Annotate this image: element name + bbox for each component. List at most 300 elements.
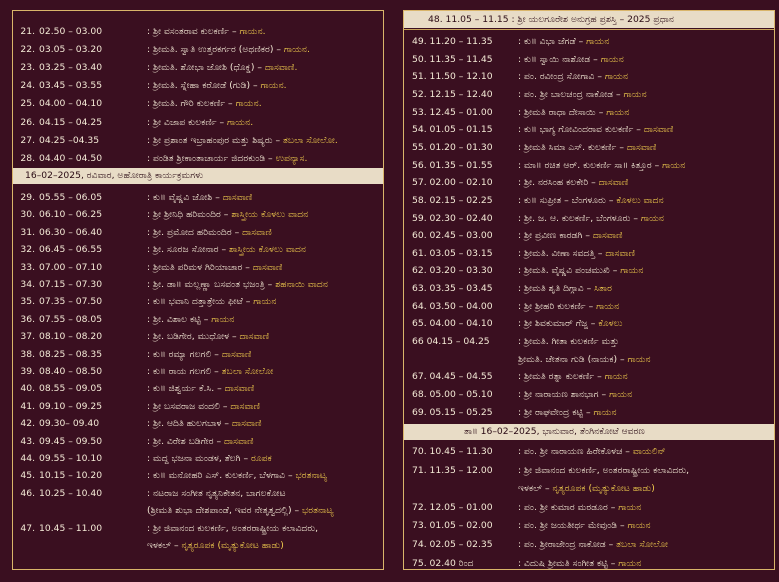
performer-name: : ಕು॥ ರಾಯ ಗಲಗಲಿ – bbox=[147, 366, 222, 377]
row-time: 53. 12.45 – 01.00 bbox=[412, 106, 493, 118]
schedule-row bbox=[404, 555, 774, 572]
performer-name: : ಕು॥ ಭಾಗ್ಯ ಗೋವಿಂದರಾವ ಕುಲಕರ್ಣಿ – bbox=[518, 124, 644, 136]
row-time: 54. 01.05 – 01.15 bbox=[412, 124, 493, 136]
schedule-row bbox=[404, 404, 774, 421]
row-time: 03.25 – 03.40 bbox=[39, 62, 103, 74]
schedule-row bbox=[404, 192, 774, 209]
performance-type: ಕೊಳಲು bbox=[598, 318, 623, 330]
row-time: 67. 04.45 – 04.55 bbox=[412, 371, 493, 383]
performance-type: ಗಾಯನ bbox=[596, 300, 620, 312]
performance-type: ಗಾಯನ bbox=[609, 389, 633, 400]
row-time: 55. 01.20 – 01.30 bbox=[412, 141, 493, 153]
schedule-row bbox=[13, 537, 383, 554]
performance-type: ದಾಸವಾಣಿ bbox=[598, 177, 629, 189]
row-time: 06.10 – 06.25 bbox=[39, 209, 103, 221]
performer-name: : ಶ್ರೀ ರಾಘವೇಂದ್ರ ಕಟ್ಟಿ – bbox=[518, 406, 594, 418]
schedule-row bbox=[404, 139, 774, 156]
row-time: 09.30– 09.40 bbox=[39, 418, 100, 430]
performer-name: : ಶ್ರೀ. ಆದಿತಿ ಹುಲಗಬಾಳ – bbox=[147, 418, 232, 430]
performance-type: ಗಾಯನ bbox=[600, 53, 624, 65]
performer-name: : ಶ್ರೀ ಪ್ರವೀಣ ಕಾರಡಗಿ – bbox=[518, 230, 593, 242]
row-number: 37. bbox=[20, 331, 35, 343]
performer-name: (ಶ್ರೀಮತಿ ಶುಭಾ ದೇಶಪಾಂಡೆ, ಇವರ ನೇತೃತ್ವದಲ್ಲಿ) – bbox=[147, 505, 302, 517]
performer-name: : ಶ್ರೀ ಜಿವಾನಂದ ಕುಲಕರ್ಣಿ, ಅಂತರರಾಷ್ಟ್ರೀಯ ಕಲಾವಿದರು, bbox=[147, 522, 319, 534]
schedule-row bbox=[13, 433, 383, 450]
row-description bbox=[147, 41, 379, 58]
performance-type: ತಬಲಾ ಸೋಲೋ bbox=[616, 539, 668, 550]
row-description bbox=[147, 485, 379, 502]
row-time: 57. 02.00 – 02.10 bbox=[412, 177, 493, 189]
performance-type: ತಬಲಾ ಸೋಲೋ bbox=[221, 366, 274, 377]
performer-name: : ಶ್ರೀಮತಿ. ಗೀತಾ ಕುಲಕರ್ಣಿ ಮತ್ತು bbox=[518, 336, 619, 348]
performance-type: ಗಾಯನ bbox=[640, 212, 665, 224]
row-description bbox=[147, 433, 379, 450]
performance-type: ಗಾಯನ bbox=[627, 520, 651, 532]
row-time: 08.55 – 09.05 bbox=[39, 383, 103, 395]
performance-type: ದಾಸವಾಣಿ bbox=[223, 435, 254, 447]
schedule-row bbox=[404, 480, 774, 497]
row-time: 71. 11.35 – 12.00 bbox=[412, 464, 493, 476]
row-number: 30. bbox=[20, 209, 35, 221]
row-time: 08.25 – 08.35 bbox=[39, 348, 103, 360]
performer-name: : ಕು॥ ರಮ್ಯಾ ಗಲಗಲಿ – bbox=[147, 348, 222, 360]
row-description bbox=[147, 467, 379, 484]
performance-type: ಗಾಯನ. bbox=[235, 98, 262, 110]
performance-type: ಉಪನ್ಯಾಸ. bbox=[275, 152, 308, 164]
row-number: 46. bbox=[20, 487, 35, 499]
row-time: 64. 03.50 – 04.00 bbox=[412, 300, 493, 312]
row-time: 50. 11.35 – 11.45 bbox=[412, 53, 493, 65]
performance-type: ಗಾಯನ bbox=[586, 36, 610, 47]
performance-type: ಶಹನಾಯಿ ವಾದನ bbox=[275, 279, 328, 290]
schedule-row bbox=[13, 259, 383, 276]
left-schedule-panel bbox=[12, 10, 384, 570]
schedule-row bbox=[404, 174, 774, 191]
row-number: 34. bbox=[20, 279, 35, 290]
schedule-row bbox=[13, 346, 383, 363]
performer-name: : ಪಂ. ಶ್ರೀ ಬಾಲಚಂದ್ರ ನಾಕೋಡ – bbox=[518, 88, 624, 100]
schedule-row bbox=[404, 315, 774, 332]
performer-name: : ಶ್ರೀಮತಿ. ಶೋಭಾ ಜೋಶಿ (ಧೊಕ್ಡ) – bbox=[147, 62, 265, 74]
row-time: 72. 12.05 – 01.00 bbox=[412, 501, 493, 513]
row-description bbox=[147, 23, 379, 40]
row-time: 62. 03.20 – 03.30 bbox=[412, 265, 493, 277]
performance-type: ಗಾಯನ bbox=[593, 406, 617, 418]
performance-type: ಗಾಯನ. bbox=[283, 44, 310, 56]
row-time: 03.45 – 03.55 bbox=[39, 80, 103, 92]
row-time: 49. 11.20 – 11.35 bbox=[412, 36, 493, 47]
schedule-row bbox=[404, 333, 774, 350]
performer-name: : ಕು॥ ಜಿಶ್ವರ್ಯ ಕೆ.ಸಿ. – bbox=[147, 383, 225, 395]
performer-name: : ಶ್ರೀ ಬಸವರಾಜ ವಂದಲಿ – bbox=[147, 400, 231, 412]
row-description bbox=[147, 241, 379, 258]
row-time: 75. 02.40 ರಿಂದ bbox=[412, 557, 474, 569]
row-description bbox=[518, 174, 770, 191]
row-time: 04.25 –04.35 bbox=[39, 134, 100, 146]
performer-name: : ಪಂ. ಶ್ರೀ ಕುಮಾರ ಮರಡೂರ – bbox=[518, 501, 619, 513]
row-time: 08.10 – 08.20 bbox=[39, 331, 103, 343]
schedule-row bbox=[13, 206, 383, 223]
performance-type: ದಾಸವಾಣಿ bbox=[643, 124, 674, 136]
performance-type: ಗಾಯನ bbox=[623, 88, 647, 100]
performance-type: ದಾಸವಾಣಿ bbox=[626, 141, 657, 153]
row-number: 23. bbox=[20, 62, 35, 74]
performance-type: ಗಾಯನ bbox=[253, 296, 277, 308]
schedule-row bbox=[13, 520, 383, 537]
row-description bbox=[518, 386, 770, 403]
schedule-row bbox=[404, 86, 774, 103]
row-number: 31. bbox=[20, 226, 35, 238]
row-description bbox=[147, 293, 379, 310]
performer-name: : ಕು॥ ಸುಪ್ರೀತ – ಬೆಂಗಳೂರು – bbox=[518, 194, 617, 206]
row-number: 43. bbox=[20, 435, 35, 447]
schedule-row bbox=[13, 59, 383, 76]
row-description bbox=[518, 555, 770, 572]
performance-type: ಗಾಯನ bbox=[618, 557, 642, 569]
performance-type: ಭರತನಾಟ್ಯ bbox=[301, 505, 334, 517]
performer-name: : ಕು॥ ಸ್ವಾಯಿ ನಾಶೋಡ – bbox=[518, 53, 601, 65]
performer-name: ಇಳಕಲ್ – bbox=[518, 483, 553, 495]
performance-type: ದಾಸವಾಣಿ bbox=[224, 383, 255, 395]
performer-name: : ಶ್ರೀ ಶ್ರೀಹರಿ ಕುಲಕರ್ಣಿ – bbox=[518, 300, 597, 312]
row-time: 07.35 – 07.50 bbox=[39, 296, 103, 308]
performer-name: : ಕು॥ ವಿಭಾ ಜೆಗಡೆ – bbox=[518, 36, 587, 47]
performer-name: : ಮದ್ದ ಭಜನಾ ಮಂಡಳ, ತೆಲಗಿ – bbox=[147, 453, 252, 464]
schedule-row bbox=[404, 245, 774, 262]
performer-name: : ಶ್ರೀಮತಿ. ವೈಷ್ಣವಿ ಪಂಚಮುಖಿ – bbox=[518, 265, 621, 277]
row-description bbox=[518, 536, 770, 553]
row-number: 24. bbox=[20, 80, 35, 92]
row-description bbox=[147, 206, 379, 223]
performance-type: ದಾಸವಾಣಿ bbox=[252, 261, 283, 273]
schedule-row bbox=[404, 298, 774, 315]
row-description bbox=[518, 86, 770, 103]
performance-type: ಗಾಯನ bbox=[627, 353, 651, 365]
performance-type: ಶಾಸ್ತ್ರೀಯ ಕೊಳಲು ವಾದನ bbox=[231, 209, 309, 221]
performer-name: : ಶ್ರೀಮತಿ. ಗೌರಿ ಕುಲಕರ್ಣಿ – bbox=[147, 98, 236, 110]
performance-type: ಗಾಯನ bbox=[606, 106, 630, 118]
row-description bbox=[518, 462, 770, 479]
day-header-bar: 16–02–2025, ರವಿವಾರ, ಅಹೋರಾತ್ರಿ ಕಾರ್ಯಕ್ರಮಗಳು bbox=[13, 168, 383, 184]
performance-type: ನೃತ್ಯರೂಪಕ (ಮೃತ್ಯುಕೋಟ ಹಾಡು) bbox=[552, 483, 655, 495]
row-description bbox=[518, 121, 770, 138]
row-number: 44. bbox=[20, 453, 35, 464]
schedule-row bbox=[13, 224, 383, 241]
schedule-row bbox=[13, 114, 383, 131]
row-description bbox=[147, 346, 379, 363]
schedule-row bbox=[13, 485, 383, 502]
row-time: 06.45 – 06.55 bbox=[39, 244, 103, 256]
row-number: 40. bbox=[20, 383, 35, 395]
performance-type: ದಾಸವಾಣಿ bbox=[222, 192, 253, 203]
performance-type: ದಾಸವಾಣಿ bbox=[239, 331, 270, 343]
schedule-row bbox=[13, 398, 383, 415]
schedule-row bbox=[404, 262, 774, 279]
schedule-row bbox=[13, 23, 383, 40]
row-time: 73. 01.05 – 02.00 bbox=[412, 520, 493, 532]
performer-name: : ಕು॥ ಮನೋಹರಿ ಎಸ್. ಕುಲಕರ್ಣಿ, ಬೆಳಗಾವಿ – bbox=[147, 470, 296, 482]
row-time: 07.15 – 07.30 bbox=[39, 279, 103, 290]
row-time: 63. 03.35 – 03.45 bbox=[412, 283, 493, 295]
row-time: 60. 02.45 – 03.00 bbox=[412, 230, 493, 242]
row-description bbox=[147, 415, 379, 432]
performer-name: : ಪಂ. ಶ್ರೀ ಜಯತೀರ್ಥ ಮೇವುಂಡಿ – bbox=[518, 520, 628, 532]
row-description bbox=[518, 104, 770, 121]
row-time: 51. 11.50 – 12.10 bbox=[412, 71, 493, 83]
row-description bbox=[518, 517, 770, 534]
row-description bbox=[147, 150, 379, 167]
schedule-row bbox=[13, 363, 383, 380]
row-time: 09.10 – 09.25 bbox=[39, 400, 103, 412]
schedule-row bbox=[404, 227, 774, 244]
performer-name: : ಶ್ರೀ. ವಿರೇಶ ಬಡಿಗೇರ – bbox=[147, 435, 224, 447]
schedule-row bbox=[13, 276, 383, 293]
row-time: 04.15 – 04.25 bbox=[39, 116, 103, 128]
schedule-row bbox=[404, 104, 774, 121]
performance-type: ರೂಪಕ bbox=[251, 453, 272, 464]
row-time: 04.40 – 04.50 bbox=[39, 152, 103, 164]
performer-name: ಶ್ರೀಮತಿ. ಚೇತನಾ ಗುಡಿ (ನಾಯಕ) – bbox=[518, 353, 628, 365]
performer-name: : ಶ್ರೀಮತಿ ಪರಿಮಳ ಗಿರಿಯಾಚಾರ – bbox=[147, 261, 253, 273]
row-number: 36. bbox=[20, 313, 35, 325]
schedule-row bbox=[13, 415, 383, 432]
performer-name: : ಶ್ರೀ ವಿಜಾಪ ಕುಲಕರ್ಣಿ – bbox=[147, 116, 228, 128]
performer-name: : ಶ್ರೀ. ಡಾ॥ ಮಲ್ಲಣ್ಣಾ ಬಸವಂತ ಭಜಂತ್ರಿ – bbox=[147, 279, 276, 290]
performance-type: ಗಾಯನ bbox=[604, 371, 628, 383]
divider bbox=[404, 29, 774, 30]
row-description bbox=[518, 139, 770, 156]
row-description bbox=[518, 351, 770, 368]
performer-name: : ಶ್ರೀಮತಿ. ವೀಣಾ ಸವದತ್ತಿ – bbox=[518, 247, 606, 259]
performance-type: ದಾಸವಾಣಿ bbox=[231, 418, 262, 430]
day-header-bar-right: ತಾ॥ 16–02–2025, ಭಾನುವಾರ, ತೆಂಗಿನಕೋಟೆ ಆವರಣ bbox=[404, 424, 774, 440]
row-number: 29. bbox=[20, 192, 35, 203]
performer-name: : ಶ್ರೀಮತಿ ರತ್ನಾ ಕುಲಕರ್ಣಿ – bbox=[518, 371, 605, 383]
performer-name: : ಶ್ರೀ ವಸಂತರಾವ ಕುಲಕರ್ಣಿ – bbox=[147, 26, 240, 37]
row-number: 45. bbox=[20, 470, 35, 482]
performance-type: ದಾಸವಾಣಿ bbox=[230, 400, 261, 412]
row-time: 09.55 – 10.10 bbox=[39, 453, 103, 464]
row-time: 10.45 – 11.00 bbox=[39, 522, 103, 534]
performance-type: ದಾಸವಾಣಿ bbox=[592, 230, 623, 242]
performer-name: : ಪಂ. ಶ್ರೀ ನಾರಾಯಣ ಹಿರೇಕೊಳಚ – bbox=[518, 446, 633, 457]
row-number: 38. bbox=[20, 348, 35, 360]
performer-name: : ಮಾ॥ ರಚಿತ ಆರ್. ಕುಲಕರ್ಣಿ ಸಾ॥ ಕಿತ್ತೂರ – bbox=[518, 159, 663, 171]
schedule-row bbox=[404, 443, 774, 460]
schedule-row bbox=[13, 450, 383, 467]
schedule-row bbox=[13, 77, 383, 94]
row-time: 07.55 – 08.05 bbox=[39, 313, 103, 325]
performance-type: ಗಾಯನ bbox=[620, 265, 644, 277]
schedule-row bbox=[13, 41, 383, 58]
row-description bbox=[518, 499, 770, 516]
performer-name: : ನಟರಾಜ ಸಂಗೀತ ನೃತ್ಯನಿಕೇತನ, ಬಾಗಲಕೋಟ bbox=[147, 487, 286, 499]
row-description bbox=[147, 537, 379, 554]
row-number: 25. bbox=[20, 98, 35, 110]
performance-type: ದಾಸವಾಣಿ bbox=[242, 226, 272, 238]
row-description bbox=[147, 224, 379, 241]
row-time: 07.00 – 07.10 bbox=[39, 261, 103, 273]
schedule-row bbox=[404, 280, 774, 297]
schedule-row bbox=[404, 536, 774, 553]
schedule-row bbox=[404, 386, 774, 403]
performance-type: ಗಾಯನ bbox=[662, 159, 686, 171]
row-time: 69. 05.15 – 05.25 bbox=[412, 406, 493, 418]
row-time: 10.15 – 10.20 bbox=[39, 470, 103, 482]
row-description bbox=[518, 280, 770, 297]
row-number: 27. bbox=[20, 134, 35, 146]
row-description bbox=[147, 77, 379, 94]
row-time: 03.05 – 03.20 bbox=[39, 44, 103, 56]
row-description bbox=[147, 189, 379, 206]
row-description bbox=[518, 404, 770, 421]
row-description bbox=[518, 480, 770, 497]
schedule-row bbox=[404, 68, 774, 85]
performer-name: : ಶ್ರೀ ಜಿವಾನಂದ ಕುಲಕರ್ಣಿ, ಅಂತರರಾಷ್ಟ್ರೀಯ ಕಲಾವಿದರು, bbox=[518, 464, 690, 476]
performer-name: : ಪಂಡಿತ ಶ್ರೀಕಾಂತಾಚಾರ್ಯ ಜಿದರಕುಂಡಿ – bbox=[147, 152, 276, 164]
performance-type: ಸಿತಾರ bbox=[594, 283, 613, 295]
row-time: 59. 02.30 – 02.40 bbox=[412, 212, 493, 224]
performer-name: : ಕು॥ ವೈಷ್ಣವಿ ಜೋಶಿ – bbox=[147, 192, 223, 203]
performance-type: ದಾಸವಾಣಿ. bbox=[264, 62, 298, 74]
row-time: 70. 10.45 – 11.30 bbox=[412, 446, 493, 457]
row-time: 04.00 – 04.10 bbox=[39, 98, 103, 110]
row-description bbox=[518, 210, 770, 227]
row-description bbox=[147, 276, 379, 293]
row-description bbox=[518, 245, 770, 262]
schedule-row bbox=[404, 499, 774, 516]
performance-type: ಗಾಯನ. bbox=[227, 116, 254, 128]
performer-name: : ಶ್ರೀ ನಾರಾಯಣ ಶಾನಭಾಗ – bbox=[518, 389, 610, 400]
row-number: 41. bbox=[20, 400, 35, 412]
performance-type: ದಾಸವಾಣಿ bbox=[221, 348, 252, 360]
performance-type: ನೃತ್ಯರೂಪಕ (ಮೃತ್ಯುಕೋಟ ಹಾಡು) bbox=[181, 540, 284, 551]
row-number: 26. bbox=[20, 116, 35, 128]
row-description bbox=[518, 192, 770, 209]
performer-name: : ಶ್ರೀಮತಿ ಶೃತಿ ದಿಗ್ಗಾವಿ – bbox=[518, 283, 595, 295]
row-description bbox=[518, 68, 770, 85]
performer-name: : ವಿದುಷಿ ಶ್ರೀಮತಿ ಸಂಗೀತ ಕಟ್ಟಿ – bbox=[518, 557, 619, 569]
row-number: 28. bbox=[20, 152, 35, 164]
award-header-bar: 48. 11.05 – 11.15 : ಶ್ರೀ ಯಲಗೂರೇಶ ಅನುಗ್ರಹ ಪ್ರಶಸ್ತಿ – 2025 ಪ್ರಧಾನ bbox=[404, 11, 774, 28]
performer-name: : ಶ್ರೀ. ನರಸಿಂಹ ಕಲಕೇರಿ – bbox=[518, 177, 599, 189]
row-time: 05.55 – 06.05 bbox=[39, 192, 103, 203]
row-description bbox=[147, 398, 379, 415]
row-description bbox=[147, 311, 379, 328]
row-time: 68. 05.00 – 05.10 bbox=[412, 389, 493, 400]
performer-name: : ಶ್ರೀ. ಬಡಿಗೇರ, ಮುಧೋಳ – bbox=[147, 331, 240, 343]
schedule-row bbox=[13, 380, 383, 397]
performance-type: ತಬಲಾ ಸೋಲೋ. bbox=[283, 134, 338, 146]
performance-type: ಭರತನಾಟ್ಯ bbox=[295, 470, 328, 482]
schedule-row bbox=[13, 311, 383, 328]
row-description bbox=[147, 328, 379, 345]
schedule-row bbox=[404, 368, 774, 385]
row-description bbox=[518, 262, 770, 279]
schedule-row bbox=[404, 462, 774, 479]
right-schedule-panel bbox=[403, 10, 775, 570]
performer-name: : ಶ್ರೀಮತಿ. ಸ್ವಾತಿ ಉತ್ತರಕರ್ಗರ (ಅಥಣಿಕರ) – bbox=[147, 44, 284, 56]
performance-type: ದಾಸವಾಣಿ bbox=[605, 247, 636, 259]
performance-type: ಗಾಯನ bbox=[211, 313, 235, 325]
schedule-row bbox=[404, 517, 774, 534]
row-time: 65. 04.00 – 04.10 bbox=[412, 318, 493, 330]
row-description bbox=[518, 333, 770, 350]
schedule-row bbox=[13, 328, 383, 345]
performer-name: : ಶ್ರೀ ಪ್ರಶಾಂತ ಇಬ್ರಾಹಂಪುರ ಮತ್ತು ಶಿಷ್ಯರು – bbox=[147, 134, 284, 146]
performer-name: : ಶ್ರೀ. ಪ್ರಮೋದ ಹರಿಮಂದಿರ – bbox=[147, 226, 243, 238]
schedule-row bbox=[404, 51, 774, 68]
row-description bbox=[147, 502, 379, 519]
performer-name: : ಕು॥ ಭವಾನಿ ದತ್ತಾತ್ರೇಯ ಫೀಟೆ – bbox=[147, 296, 254, 308]
row-time: 06.30 – 06.40 bbox=[39, 226, 103, 238]
row-number: 22. bbox=[20, 44, 35, 56]
schedule-row bbox=[13, 467, 383, 484]
row-description bbox=[518, 298, 770, 315]
performer-name: ಇಳಕಲ್ – bbox=[147, 540, 182, 551]
row-time: 56. 01.35 – 01.55 bbox=[412, 159, 493, 171]
schedule-row bbox=[404, 210, 774, 227]
row-description bbox=[518, 443, 770, 460]
schedule-row bbox=[404, 157, 774, 174]
performer-name: : ಪಂ. ರವೀಂದ್ರ ಸೋಗಾವಿ – bbox=[518, 71, 605, 83]
row-time: 10.25 – 10.40 bbox=[39, 487, 103, 499]
row-description bbox=[147, 59, 379, 76]
row-number: 33. bbox=[20, 261, 35, 273]
performer-name: : ಶ್ರೀ. ಸೂರಜ ಸೋನಾರ – bbox=[147, 244, 230, 256]
performer-name: : ಶ್ರೀ ಶಿವಕುಮಾರ್ ಗೆಜ್ಜ – bbox=[518, 318, 599, 330]
schedule-row bbox=[404, 121, 774, 138]
schedule-row bbox=[13, 189, 383, 206]
row-number: 35. bbox=[20, 296, 35, 308]
row-time: 58. 02.15 – 02.25 bbox=[412, 194, 493, 206]
row-time: 66 04.15 – 04.25 bbox=[412, 336, 490, 348]
row-description bbox=[147, 450, 379, 467]
performer-name: : ಶ್ರೀಮತಿ ರಾಧಾ ದೇಸಾಯಿ – bbox=[518, 106, 607, 118]
performance-type: ಗಾಯನ. bbox=[239, 26, 266, 37]
performer-name: : ಶ್ರೀಮತಿ. ಸ್ನೇಹಾ ಕರೋಡೆ (ಗುಡಿ) – bbox=[147, 80, 261, 92]
performance-type: ಗಾಯನ bbox=[604, 71, 629, 83]
row-description bbox=[147, 132, 379, 149]
performer-name: : ಶ್ರೀ. ವಿಶಾಲ ಕಟ್ಟಿ – bbox=[147, 313, 212, 325]
row-number: 39. bbox=[20, 366, 35, 377]
schedule-row bbox=[13, 150, 383, 167]
row-time: 09.45 – 09.50 bbox=[39, 435, 103, 447]
row-description bbox=[147, 95, 379, 112]
performer-name: : ಶ್ರೀಮತಿ ಸಿಮಾ ಎಸ್. ಕುಲಕರ್ಣಿ – bbox=[518, 141, 627, 153]
row-number: 21. bbox=[20, 26, 35, 37]
schedule-row bbox=[13, 241, 383, 258]
schedule-row bbox=[13, 502, 383, 519]
performance-type: ಗಾಯನ bbox=[618, 501, 642, 513]
row-number: 42. bbox=[20, 418, 35, 430]
performance-type: ವಾಯಲಿನ್ bbox=[632, 446, 666, 457]
row-description bbox=[147, 520, 379, 537]
row-number: 47. bbox=[20, 522, 35, 534]
row-description bbox=[147, 259, 379, 276]
row-description bbox=[147, 363, 379, 380]
row-description bbox=[518, 51, 770, 68]
row-time: 74. 02.05 – 02.35 bbox=[412, 539, 493, 550]
performer-name: : ಶ್ರೀ. ಜ. ಆ. ಕುಲಕರ್ಣಿ, ಬೆಂಗಳೂರು – bbox=[518, 212, 641, 224]
schedule-row bbox=[404, 33, 774, 50]
schedule-row bbox=[13, 95, 383, 112]
performer-name: : ಶ್ರೀ ಶ್ರೀನಿಧಿ ಹರಿಮಂದಿರ – bbox=[147, 209, 232, 221]
row-number: 32. bbox=[20, 244, 35, 256]
row-description bbox=[518, 33, 770, 50]
row-time: 08.40 – 08.50 bbox=[39, 366, 103, 377]
row-time: 02.50 – 03.00 bbox=[39, 26, 103, 37]
